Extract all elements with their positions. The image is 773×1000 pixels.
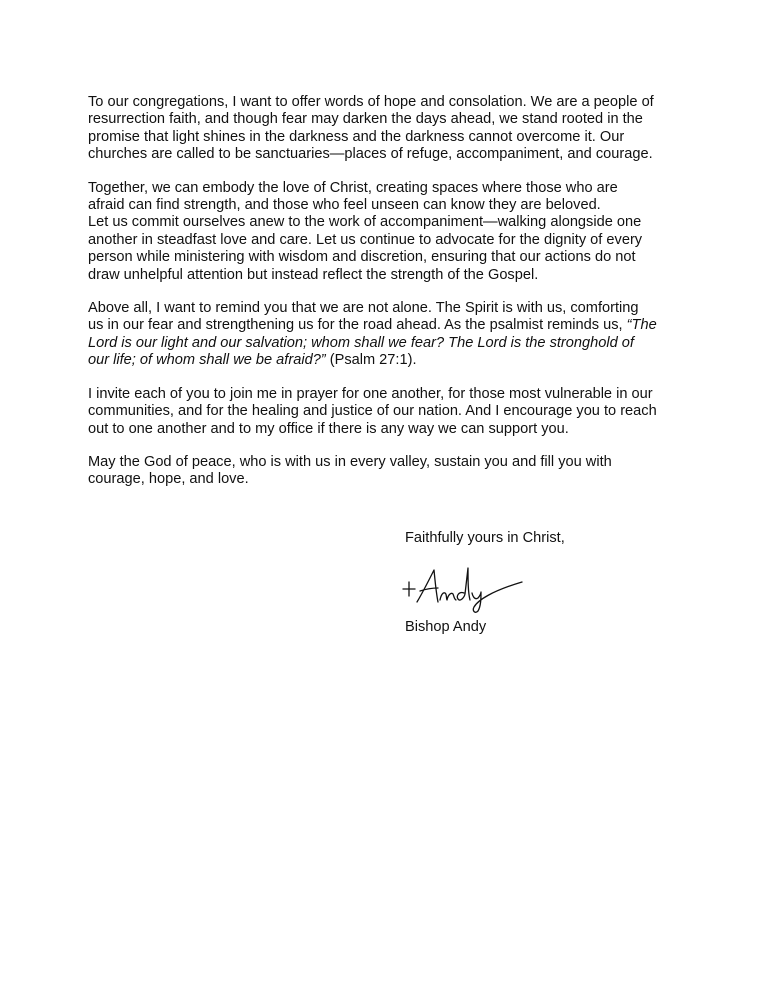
text-line: courage, hope, and love. [88, 471, 249, 488]
text-line: afraid can find strength, and those who feel unseen can know they are beloved. [88, 197, 601, 214]
text-line: another in steadfast love and care. Let us continue to advocate for the dignity of every [88, 231, 643, 248]
paragraph-blessing [88, 454, 688, 489]
text-line: draw unhelpful attention but instead reflect the strength of the Gospel. [88, 266, 539, 283]
psalm-quote: our life; of whom shall we be afraid?” [88, 352, 326, 369]
text-run: us in our fear and strengthening us for the road ahead. As the psalmist reminds us, [88, 317, 627, 334]
text-line: I invite each of you to join me in prayer for one another, for those most vulnerable in our [88, 385, 653, 402]
paragraph-together [88, 180, 688, 284]
text-line: out to one another and to my office if there is any way we can support you. [88, 420, 569, 437]
text-line [88, 352, 688, 369]
closing-line: Faithfully yours in Christ, [405, 530, 565, 546]
signer-name: Bishop Andy [405, 619, 487, 635]
psalm-citation: (Psalm 27:1). [325, 352, 417, 369]
psalm-quote: “The [626, 317, 657, 334]
text-line: promise that light shines in the darkness and the darkness cannot overcome it. Our [88, 128, 625, 145]
paragraph-not-alone [88, 300, 688, 370]
text-line [88, 317, 688, 334]
letter-body [88, 94, 688, 505]
paragraph-hope [88, 94, 688, 164]
text-line: May the God of peace, who is with us in every valley, sustain you and fill you with [88, 453, 612, 470]
text-line: Above all, I want to remind you that we are not alone. The Spirit is with us, comforting [88, 300, 639, 317]
text-line: resurrection faith, and though fear may darken the days ahead, we stand rooted in the [88, 111, 643, 128]
text-line: churches are called to be sanctuaries—places of refuge, accompaniment, and courage. [88, 146, 653, 163]
text-line: Let us commit ourselves anew to the work of accompaniment—walking alongside one [88, 214, 642, 231]
text-line: communities, and for the healing and justice of our nation. And I encourage you to reach [88, 403, 657, 420]
text-line: Together, we can embody the love of Christ, creating spaces where those who are [88, 179, 618, 196]
text-line: person while ministering with wisdom and discretion, ensuring that our actions do not [88, 249, 636, 266]
paragraph-prayer [88, 386, 688, 438]
psalm-quote: Lord is our light and our salvation; whom shall we fear? The Lord is the stronghold of [88, 334, 634, 351]
signature [398, 564, 528, 614]
text-line: To our congregations, I want to offer words of hope and consolation. We are a people of [88, 94, 654, 110]
